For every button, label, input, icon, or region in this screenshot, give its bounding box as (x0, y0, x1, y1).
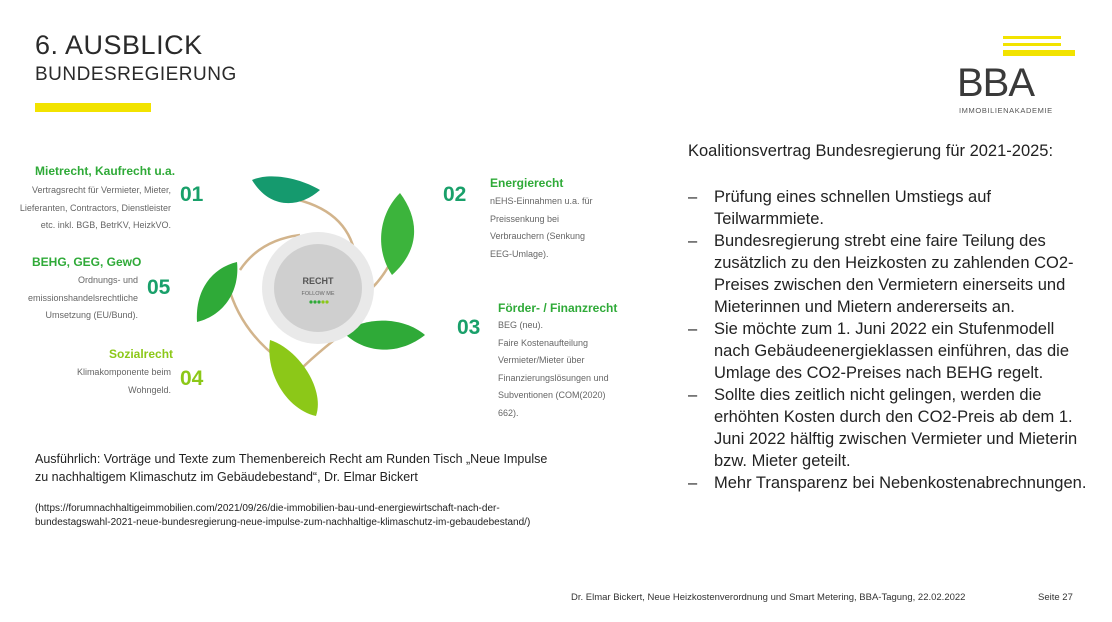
item-04-line: Wohngeld. (128, 384, 171, 395)
center-subtitle: FOLLOW ME (301, 291, 335, 297)
item-01-line: Lieferanten, Contractors, Dienstleister (19, 202, 171, 213)
dash-marker: – (688, 232, 698, 250)
center-title: RECHT (302, 276, 334, 286)
leaf-icon (269, 340, 318, 416)
item-02-text (490, 193, 630, 263)
item-05-line: Ordnungs- und (77, 275, 138, 285)
item-05-line: emissionshandelsrechtliche (27, 292, 138, 303)
item-03-line: Vermieter/Mieter über (498, 355, 585, 365)
item-03-number: 03 (457, 316, 481, 339)
bullet-item (688, 318, 1088, 384)
item-02-title: Energierecht (490, 176, 564, 190)
bullet-text: Sie möchte zum 1. Juni 2022 ein Stufenmodell nach Gebäudeenergieklassen einführen, das die Umlage des CO2-Preises nach BEHG regelt. (714, 320, 1070, 382)
dash-marker: – (688, 474, 698, 492)
logo-stripe (1003, 36, 1061, 39)
bullet-text: Sollte dies zeitlich nicht gelingen, werden die erhöhten Kosten durch den CO2-Preis ab dem 1. Juni 2022 hälftig zwischen Vermieter und Mieterin bzw. Mieter geteilt. (714, 386, 1078, 470)
bullet-text: Prüfung eines schnellen Umstiegs auf Teilwarmmiete. (714, 188, 991, 228)
item-05-number: 05 (147, 276, 171, 299)
item-03-line: Subventionen (COM(2020) (498, 390, 606, 400)
item-01-number: 01 (180, 183, 204, 206)
item-02-line: nEHS-Einnahmen u.a. für (490, 196, 593, 206)
logo-text: BBA (957, 61, 1035, 105)
item-04-title: Sozialrecht (109, 347, 174, 361)
bullet-item (688, 186, 1088, 230)
item-02-number: 02 (443, 183, 467, 206)
leaf-icon (252, 176, 320, 203)
reference-text: Ausführlich: Vorträge und Texte zum Themenbereich Recht am Runden Tisch „Neue Impulse zu nachhaltigem Klimaschutz im Gebäudebestand“, Dr. Elmar Bickert (35, 452, 548, 484)
bullet-item (688, 230, 1088, 318)
item-05-title: BEHG, GEG, GewO (32, 255, 142, 269)
item-03-text (498, 317, 638, 422)
bba-logo (955, 36, 1075, 116)
item-01-line: Vertragsrecht für Vermieter, Mieter, (31, 185, 171, 195)
footer-text: Dr. Elmar Bickert, Neue Heizkostenverordnung und Smart Metering, BBA-Tagung, 22.02.2022 (571, 592, 966, 603)
leaf-icon (197, 262, 238, 322)
item-03-line: 662). (498, 407, 519, 418)
page-number: Seite 27 (1038, 592, 1073, 603)
item-04-text (31, 364, 171, 399)
item-04-line: Klimakomponente beim (76, 367, 171, 377)
reference-url[interactable]: (https://forumnachhaltigeimmobilien.com/2021/09/26/die-immobilien-bau-und-energiewirtschaft-nach-der-bundestagswahl-2021-neue-bundesregierung-neue-impulse-zum-nachhaltige-klimaschutz-im-gebaudebestand/) (35, 503, 531, 528)
item-05-line: Umsetzung (EU/Bund). (45, 310, 138, 320)
item-02-line: Preissenkung bei (490, 213, 560, 224)
leaf-icon (381, 193, 414, 275)
item-05-text (0, 272, 138, 325)
item-03-line: Faire Kostenaufteilung (498, 337, 589, 348)
item-01-line: etc. inkl. BGB, BetrKV, HeizkVO. (40, 220, 171, 230)
logo-stripe (1003, 43, 1061, 46)
bullet-text: Mehr Transparenz bei Nebenkostenabrechnungen. (714, 474, 1087, 492)
law-areas-diagram (0, 150, 640, 428)
item-03-title: Förder- / Finanzrecht (498, 301, 618, 315)
item-01-text (0, 182, 171, 235)
dash-marker: – (688, 386, 698, 404)
page-title: 6. AUSBLICK (35, 30, 203, 60)
title-underline-bar (35, 103, 151, 112)
item-01-title: Mietrecht, Kaufrecht u.a. (35, 164, 176, 178)
coalition-bullet-list (688, 186, 1088, 494)
logo-subtext: IMMOBILIENAKADEMIE (959, 106, 1053, 115)
dash-marker: – (688, 188, 698, 206)
page-subtitle: BUNDESREGIERUNG (35, 64, 237, 85)
dash-marker: – (688, 320, 698, 338)
bullet-text: Bundesregierung strebt eine faire Teilung des zusätzlich zu den Heizkosten zu zahlenden CO2-Preises zwischen den Vermietern einerseits und Mieterinnen und Mietern andererseits an. (714, 232, 1074, 316)
logo-stripe (1003, 50, 1075, 56)
item-02-line: Verbrauchern (Senkung (490, 231, 586, 241)
bullet-item (688, 384, 1088, 472)
center-circle-inner (274, 244, 362, 332)
item-02-line: EEG-Umlage). (490, 248, 549, 259)
item-03-line: BEG (neu). (498, 320, 544, 330)
item-03-line: Finanzierungslösungen und (498, 372, 609, 383)
coalition-heading: Koalitionsvertrag Bundesregierung für 2021-2025: (688, 142, 1054, 160)
item-04-number: 04 (180, 367, 204, 390)
bullet-item (688, 472, 1088, 494)
